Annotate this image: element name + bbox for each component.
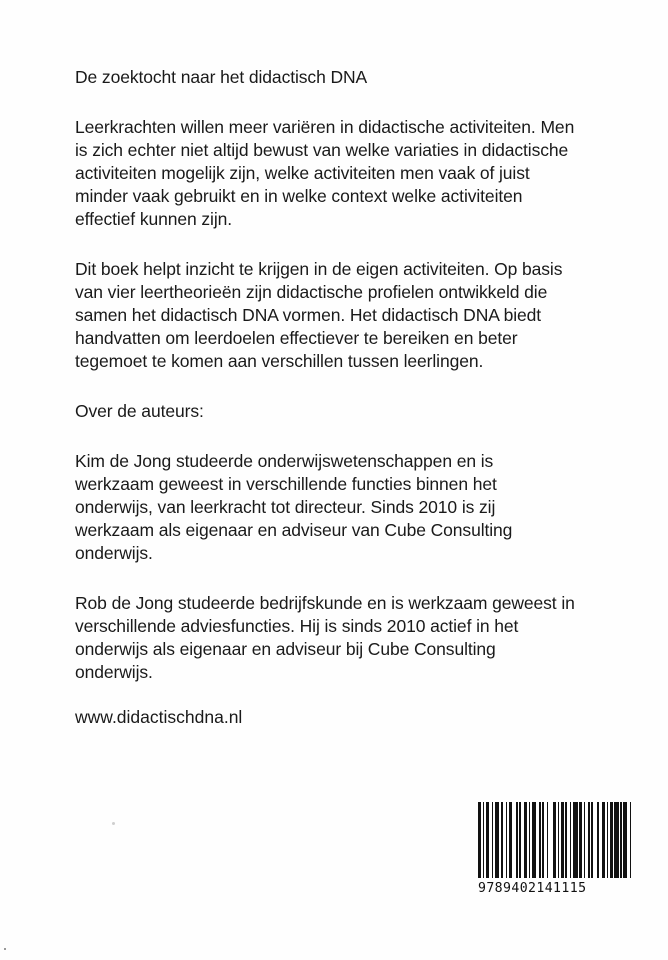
print-speck xyxy=(112,822,115,825)
intro-paragraph-1 xyxy=(75,116,635,231)
text-line: samen het didactisch DNA vormen. Het didactisch DNA biedt xyxy=(75,305,542,325)
author-bio-kim xyxy=(75,450,635,565)
cover-text xyxy=(75,66,635,684)
text-line: Rob de Jong studeerde bedrijfskunde en is werkzaam geweest in xyxy=(75,593,575,613)
text-line: werkzaam als eigenaar en adviseur van Cube Consulting xyxy=(75,520,513,540)
text-line: handvatten om leerdoelen effectiever te bereiken en beter xyxy=(75,328,518,348)
intro-paragraph-2 xyxy=(75,258,635,373)
text-line: minder vaak gebruikt en in welke context welke activiteiten xyxy=(75,186,523,206)
isbn-number: 9789402141115 xyxy=(478,881,587,896)
text-line: Leerkrachten willen meer variëren in didactische activiteiten. Men xyxy=(75,117,575,137)
authors-heading: Over de auteurs: xyxy=(75,401,204,421)
text-line: verschillende adviesfuncties. Hij is sinds 2010 actief in het xyxy=(75,616,519,636)
text-line: effectief kunnen zijn. xyxy=(75,209,233,229)
text-line: onderwijs als eigenaar en adviseur bij Cube Consulting xyxy=(75,639,496,659)
text-line: onderwijs. xyxy=(75,662,153,682)
website-url: www.didactischdna.nl xyxy=(75,707,243,727)
text-line: onderwijs, van leerkracht tot directeur. Sinds 2010 is zij xyxy=(75,497,496,517)
text-line: werkzaam geweest in verschillende functies binnen het xyxy=(75,474,497,494)
barcode-bars xyxy=(478,802,633,878)
print-mark xyxy=(4,948,6,950)
text-line: is zich echter niet altijd bewust van welke variaties in didactische xyxy=(75,140,569,160)
text-line: tegemoet te komen aan verschillen tussen leerlingen. xyxy=(75,351,484,371)
text-line: Dit boek helpt inzicht te krijgen in de eigen activiteiten. Op basis xyxy=(75,259,563,279)
author-bio-rob xyxy=(75,592,635,684)
text-line: van vier leertheorieën zijn didactische profielen ontwikkeld die xyxy=(75,282,548,302)
text-line: Kim de Jong studeerde onderwijswetenschappen en is xyxy=(75,451,494,471)
barcode-gap xyxy=(631,802,633,878)
book-title: De zoektocht naar het didactisch DNA xyxy=(75,67,368,87)
isbn-barcode xyxy=(478,802,633,902)
text-line: activiteiten mogelijk zijn, welke activiteiten men vaak of juist xyxy=(75,163,530,183)
text-line: onderwijs. xyxy=(75,543,153,563)
